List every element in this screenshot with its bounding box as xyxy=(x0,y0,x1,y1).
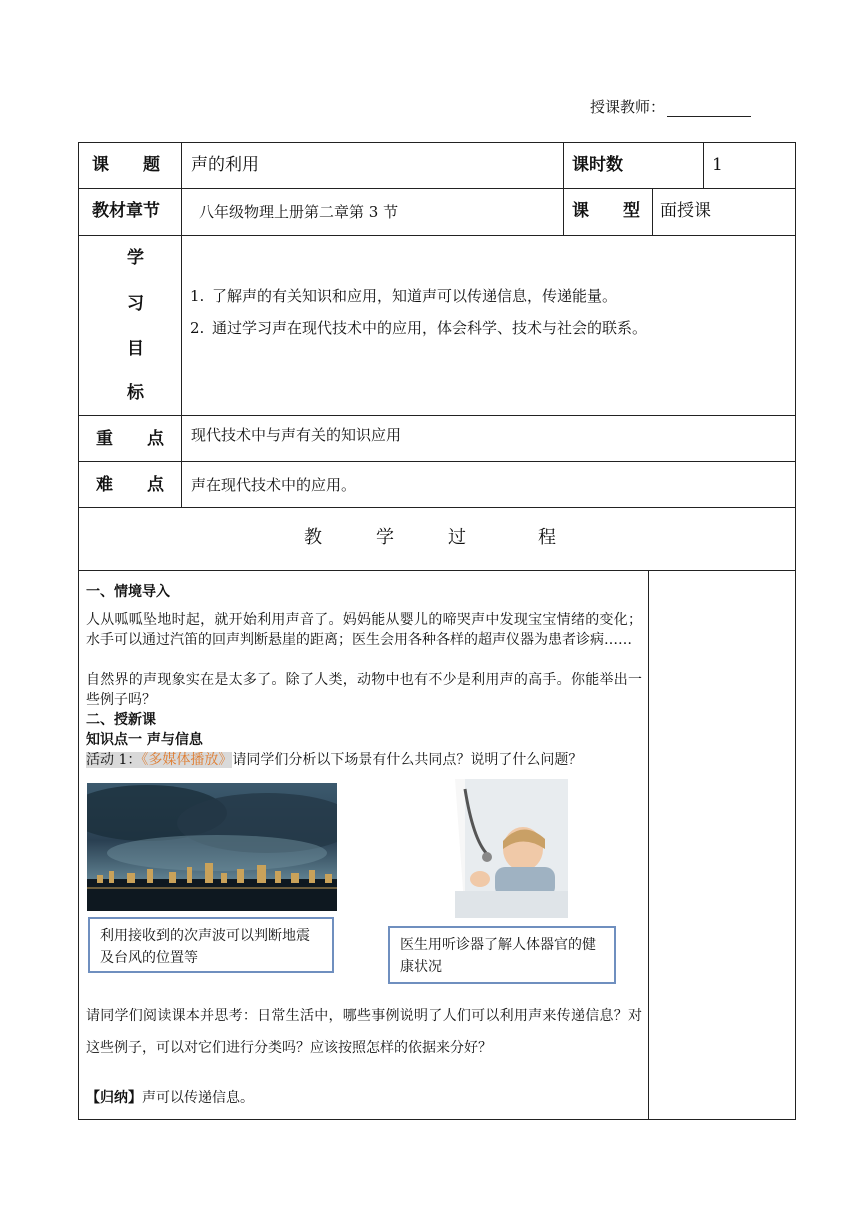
doctor-stethoscope-image xyxy=(395,779,568,918)
activity-line xyxy=(86,750,642,770)
teacher-label: 授课教师： xyxy=(590,98,666,116)
storm-city-image xyxy=(87,783,337,911)
goal-item xyxy=(190,317,647,338)
goal-item xyxy=(190,285,617,306)
activity-text: 请同学们分析以下场景有什么共同点？说明了什么问题？ xyxy=(232,752,583,768)
process-title: 教 学 过 程 xyxy=(304,527,556,548)
activity-prefix: 活动 1： xyxy=(86,752,142,768)
goal-text: 通过学习声在现代技术中的应用，体会科学、技术与社会的联系。 xyxy=(212,319,648,337)
intro-paragraph: 人从呱呱坠地时起，就开始利用声音了。妈妈能从婴儿的啼哭声中发现宝宝情绪的变化；水手可以通过汽笛的回声判断悬崖的距离；医生会用各种各样的超声仪器为患者诊病…… xyxy=(86,612,642,648)
section-title-new: 二、授新课 xyxy=(86,712,156,728)
section-title-intro: 一、情境导入 xyxy=(86,584,170,600)
goals-label-4: 标 xyxy=(127,383,144,403)
summary-line xyxy=(86,1088,642,1108)
type-value: 面授课 xyxy=(660,201,711,221)
summary-label: 【归纳】 xyxy=(86,1090,142,1106)
type-label: 课 型 xyxy=(572,201,640,221)
key-point-label: 重 点 xyxy=(96,429,164,449)
goals-label-1: 学 xyxy=(127,248,144,268)
summary-text: 声可以传递信息。 xyxy=(142,1090,254,1106)
reading-question: 请同学们阅读课本并思考：日常生活中，哪些事例说明了人们可以利用声来传递信息？对这些例子，可以对它们进行分类吗？应该按照怎样的依据来分好？ xyxy=(86,1008,642,1056)
hours-label: 课时数 xyxy=(572,155,623,175)
topic-label: 课 题 xyxy=(92,155,160,175)
multimedia-link[interactable]: 《多媒体播放》 xyxy=(141,752,233,768)
caption-stethoscope: 医生用听诊器了解人体器官的健康状况 xyxy=(388,926,616,984)
knowledge-point-title: 知识点一 声与信息 xyxy=(86,732,203,748)
difficult-point-label: 难 点 xyxy=(96,475,164,495)
goals-label-2: 习 xyxy=(127,294,144,314)
teacher-line xyxy=(590,96,751,117)
goal-number: 2. xyxy=(190,319,205,337)
difficult-point-value: 声在现代技术中的应用。 xyxy=(191,476,357,494)
goal-number: 1. xyxy=(190,287,205,305)
key-point-value: 现代技术中与声有关的知识应用 xyxy=(191,426,402,444)
caption-earthquake: 利用接收到的次声波可以判断地震及台风的位置等 xyxy=(88,917,334,973)
goal-text: 了解声的有关知识和应用，知道声可以传递信息，传递能量。 xyxy=(212,287,618,305)
chapter-label: 教材章节 xyxy=(92,201,160,221)
hours-value: 1 xyxy=(712,155,723,175)
intro-paragraph-2: 自然界的声现象实在是太多了。除了人类，动物中也有不少是利用声的高手。你能举出一些例子吗？ xyxy=(86,672,642,708)
goals-label-3: 目 xyxy=(127,339,144,359)
chapter-value: 八年级物理上册第二章第 3 节 xyxy=(199,203,399,221)
teacher-blank[interactable] xyxy=(667,102,751,117)
topic-value: 声的利用 xyxy=(191,155,259,175)
